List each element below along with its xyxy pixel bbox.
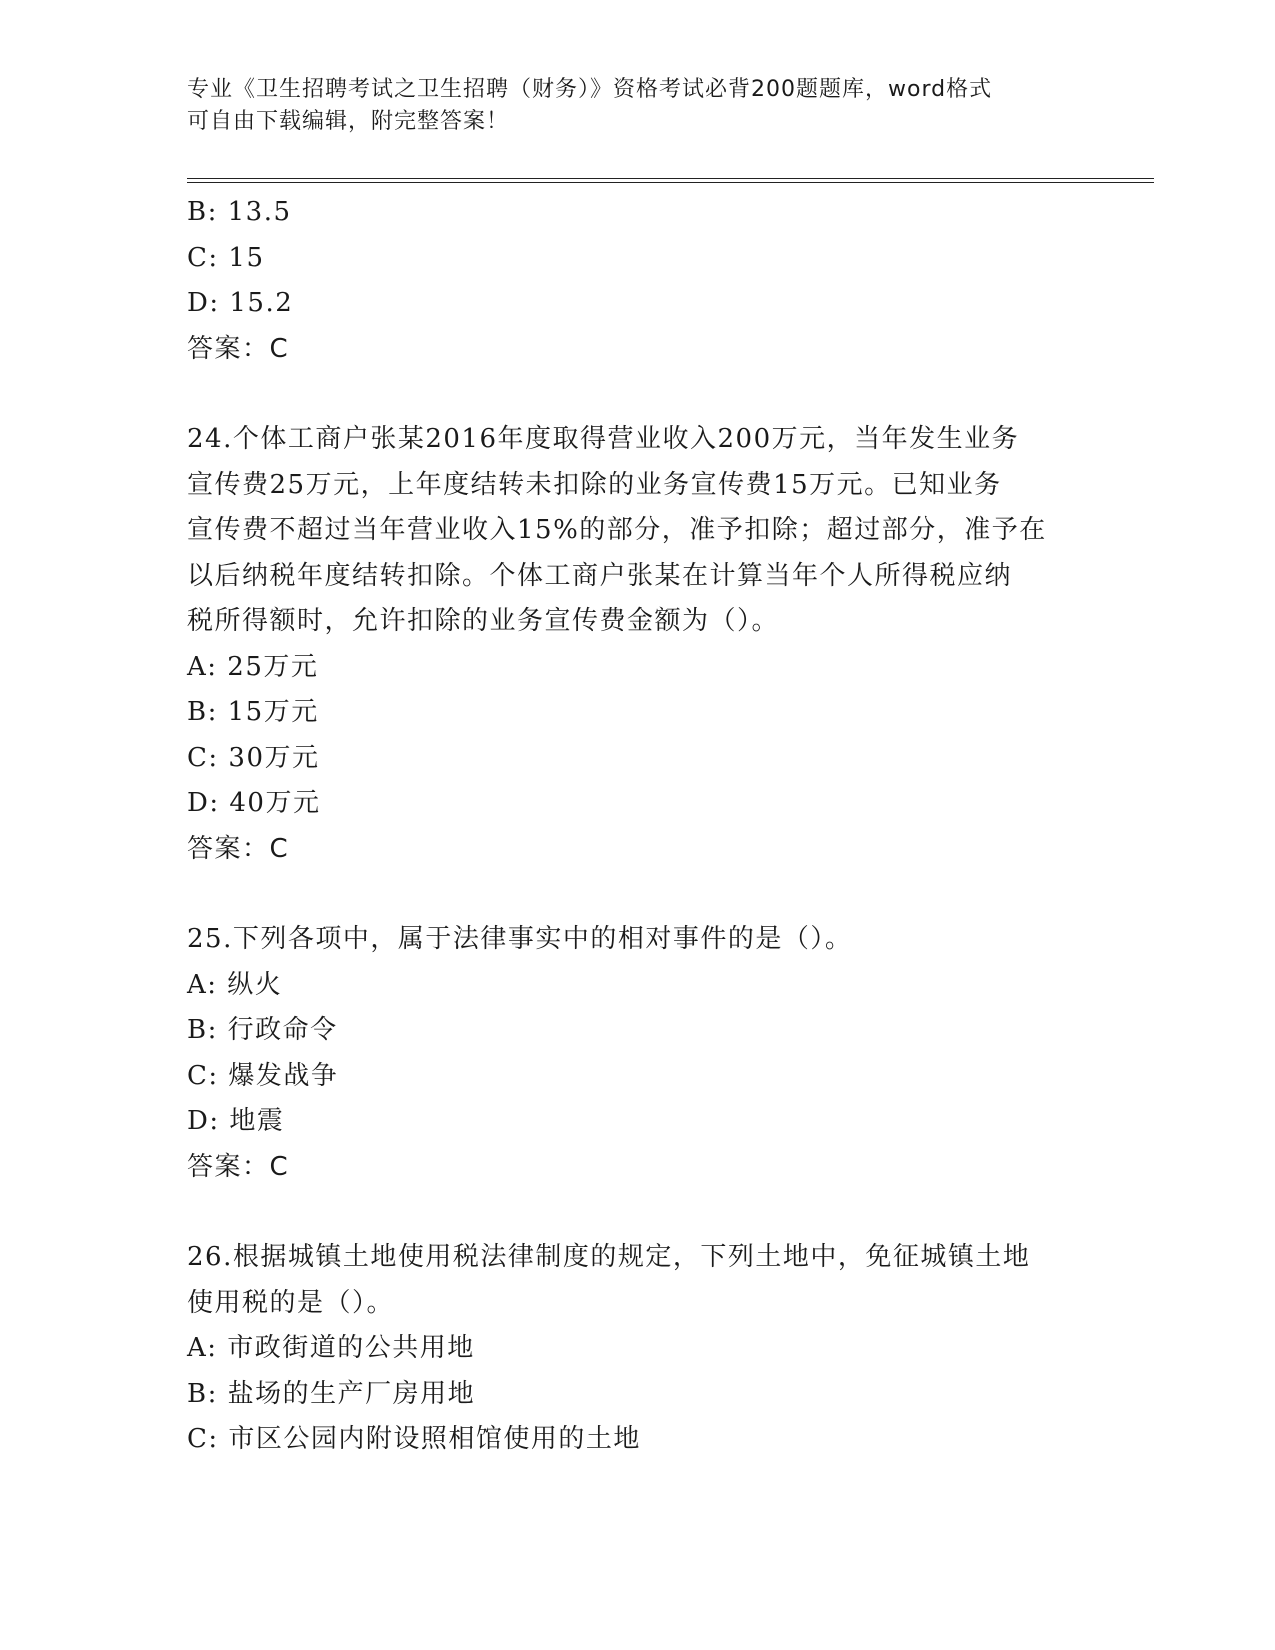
answer-line: 答案：C xyxy=(187,333,290,364)
header-rule-bottom xyxy=(187,182,1154,183)
question-25 xyxy=(187,917,1087,1190)
question-stem-line: 宣传费25万元，上年度结转未扣除的业务宣传费15万元。已知业务 xyxy=(187,469,1002,500)
option-c: C: 30万元 xyxy=(187,742,320,773)
option-b: B: 盐场的生产厂房用地 xyxy=(187,1378,476,1409)
question-23-continued xyxy=(187,190,1087,372)
option-b: B: 15万元 xyxy=(187,697,319,727)
header-rule-top xyxy=(187,178,1154,179)
question-stem-line: 26.根据城镇土地使用税法律制度的规定，下列土地中，免征城镇土地 xyxy=(187,1242,1031,1272)
header-title-line-1: 专业《卫生招聘考试之卫生招聘（财务）》资格考试必背200题题库，word格式 xyxy=(187,77,993,102)
option-a: A: 市政街道的公共用地 xyxy=(187,1333,475,1363)
answer-line: 答案：C xyxy=(187,833,290,864)
spacer xyxy=(187,1190,1087,1235)
spacer xyxy=(187,872,1087,917)
header-title-line-2: 可自由下载编辑，附完整答案！ xyxy=(187,109,510,134)
spacer xyxy=(187,372,1087,417)
question-26 xyxy=(187,1235,1087,1463)
option-c: C: 市区公园内附设照相馆使用的土地 xyxy=(187,1424,641,1454)
option-d: D: 15.2 xyxy=(187,288,294,318)
question-content xyxy=(187,190,1087,1463)
question-stem-line: 使用税的是（）。 xyxy=(187,1287,395,1318)
question-stem-line: 税所得额时，允许扣除的业务宣传费金额为（）。 xyxy=(187,606,780,636)
option-a: A: 纵火 xyxy=(187,969,283,1000)
question-stem-line: 25.下列各项中，属于法律事实中的相对事件的是（）。 xyxy=(187,924,853,954)
question-stem-line: 24.个体工商户张某2016年度取得营业收入200万元，当年发生业务 xyxy=(187,424,1020,454)
question-24 xyxy=(187,417,1087,872)
option-c: C: 15 xyxy=(187,242,265,273)
option-b: B: 13.5 xyxy=(187,197,292,227)
option-a: A: 25万元 xyxy=(187,651,319,682)
question-stem-line: 以后纳税年度结转扣除。个体工商户张某在计算当年个人所得税应纳 xyxy=(187,560,1013,591)
option-b: B: 行政命令 xyxy=(187,1015,338,1045)
option-d: D: 40万元 xyxy=(187,788,321,818)
option-d: D: 地震 xyxy=(187,1106,285,1136)
answer-line: 答案：C xyxy=(187,1151,290,1182)
page-header xyxy=(187,74,1067,138)
option-c: C: 爆发战争 xyxy=(187,1060,339,1091)
question-stem-line: 宣传费不超过当年营业收入15%的部分，准予扣除；超过部分，准予在 xyxy=(187,515,1047,545)
